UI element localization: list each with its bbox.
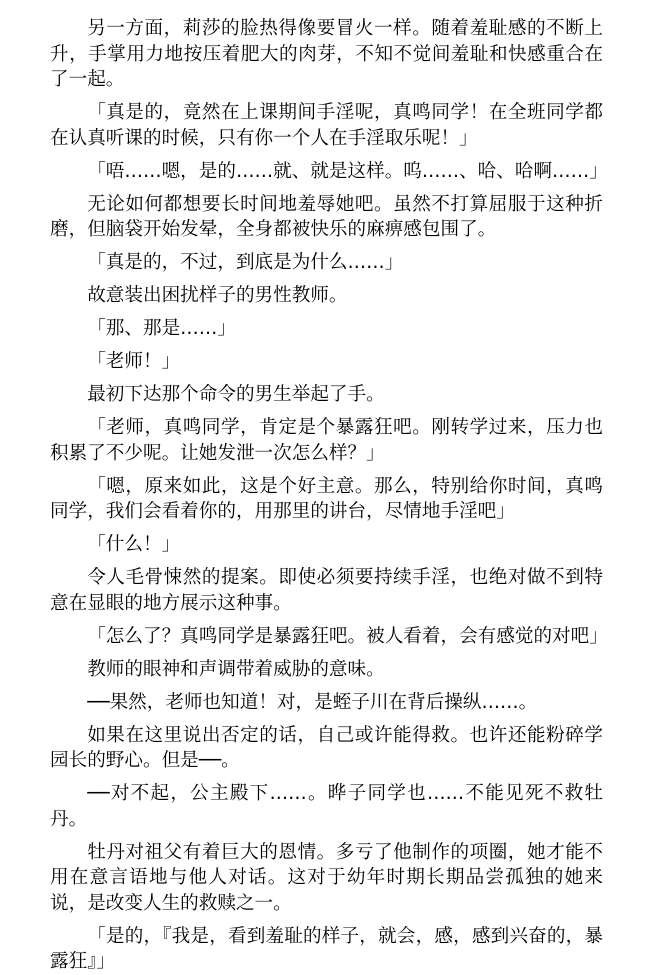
paragraph-19: 牡丹对祖父有着巨大的恩情。多亏了他制作的项圈，她才能不用在意言语地与他人对话。这对于幼年时期长期品尝孤独的她来说，是改变人生的救赎之一。	[50, 841, 603, 914]
paragraph-7: 「那、那是……」	[87, 318, 236, 339]
paragraph-10: 「老师，真鸣同学，肯定是个暴露狂吧。刚转学过来，压力也积累了不少呢。让她发泄一次怎么样？」	[50, 417, 603, 464]
paragraph-6: 故意装出困扰样子的男性教师。	[87, 285, 348, 306]
paragraph-17: 如果在这里说出否定的话，自己或许能得救。也许还能粉碎学园长的野心。但是──。	[50, 724, 603, 771]
paragraph-4: 无论如何都想要长时间地羞辱她吧。虽然不打算屈服于这种折磨，但脑袋开始发晕，全身都被快乐的麻痹感包围了。	[50, 193, 603, 240]
paragraph-11: 「嗯，原来如此，这是个好主意。那么，特别给你时间，真鸣同学，我们会看着你的，用那里的讲台，尽情地手淫吧」	[50, 475, 603, 522]
paragraph-15: 教师的眼神和声调带着威胁的意味。	[87, 658, 385, 680]
paragraph-12: 「什么！」	[87, 534, 181, 555]
paragraph-14: 「怎么了？真鸣同学是暴露狂吧。被人看着，会有感觉的对吧」	[87, 625, 608, 647]
paragraph-1: 另一方面，莉莎的脸热得像要冒火一样。随着羞耻感的不断上升，手掌用力地按压着肥大的肉芽，不知不觉间羞耻和快感重合在了一起。	[50, 18, 603, 90]
paragraph-5: 「真是的，不过，到底是为什么……」	[87, 252, 404, 273]
paragraph-18: ──对不起，公主殿下……。晔子同学也……不能见死不救牡丹。	[50, 783, 603, 830]
paragraph-9: 最初下达那个命令的男生举起了手。	[87, 384, 385, 405]
paragraph-16: ──果然，老师也知道！对，是蛭子川在背后操纵……。	[87, 691, 538, 713]
paragraph-13: 令人毛骨悚然的提案。即使必须要持续手淫，也绝对做不到特意在显眼的地方展示这种事。	[50, 567, 603, 614]
paragraph-2: 「真是的，竟然在上课期间手淫呢，真鸣同学！在全班同学都在认真听课的时候，只有你一个人在手淫取乐呢！」	[50, 102, 603, 149]
paragraph-20: 「是的，『我是，看到羞耻的样子，就会，感，感到兴奋的，暴露狂』」	[50, 925, 603, 972]
paragraph-8: 「老师！」	[87, 351, 181, 372]
paragraph-3: 「唔……嗯，是的……就、就是这样。呜……、哈、哈啊……」	[87, 160, 608, 182]
